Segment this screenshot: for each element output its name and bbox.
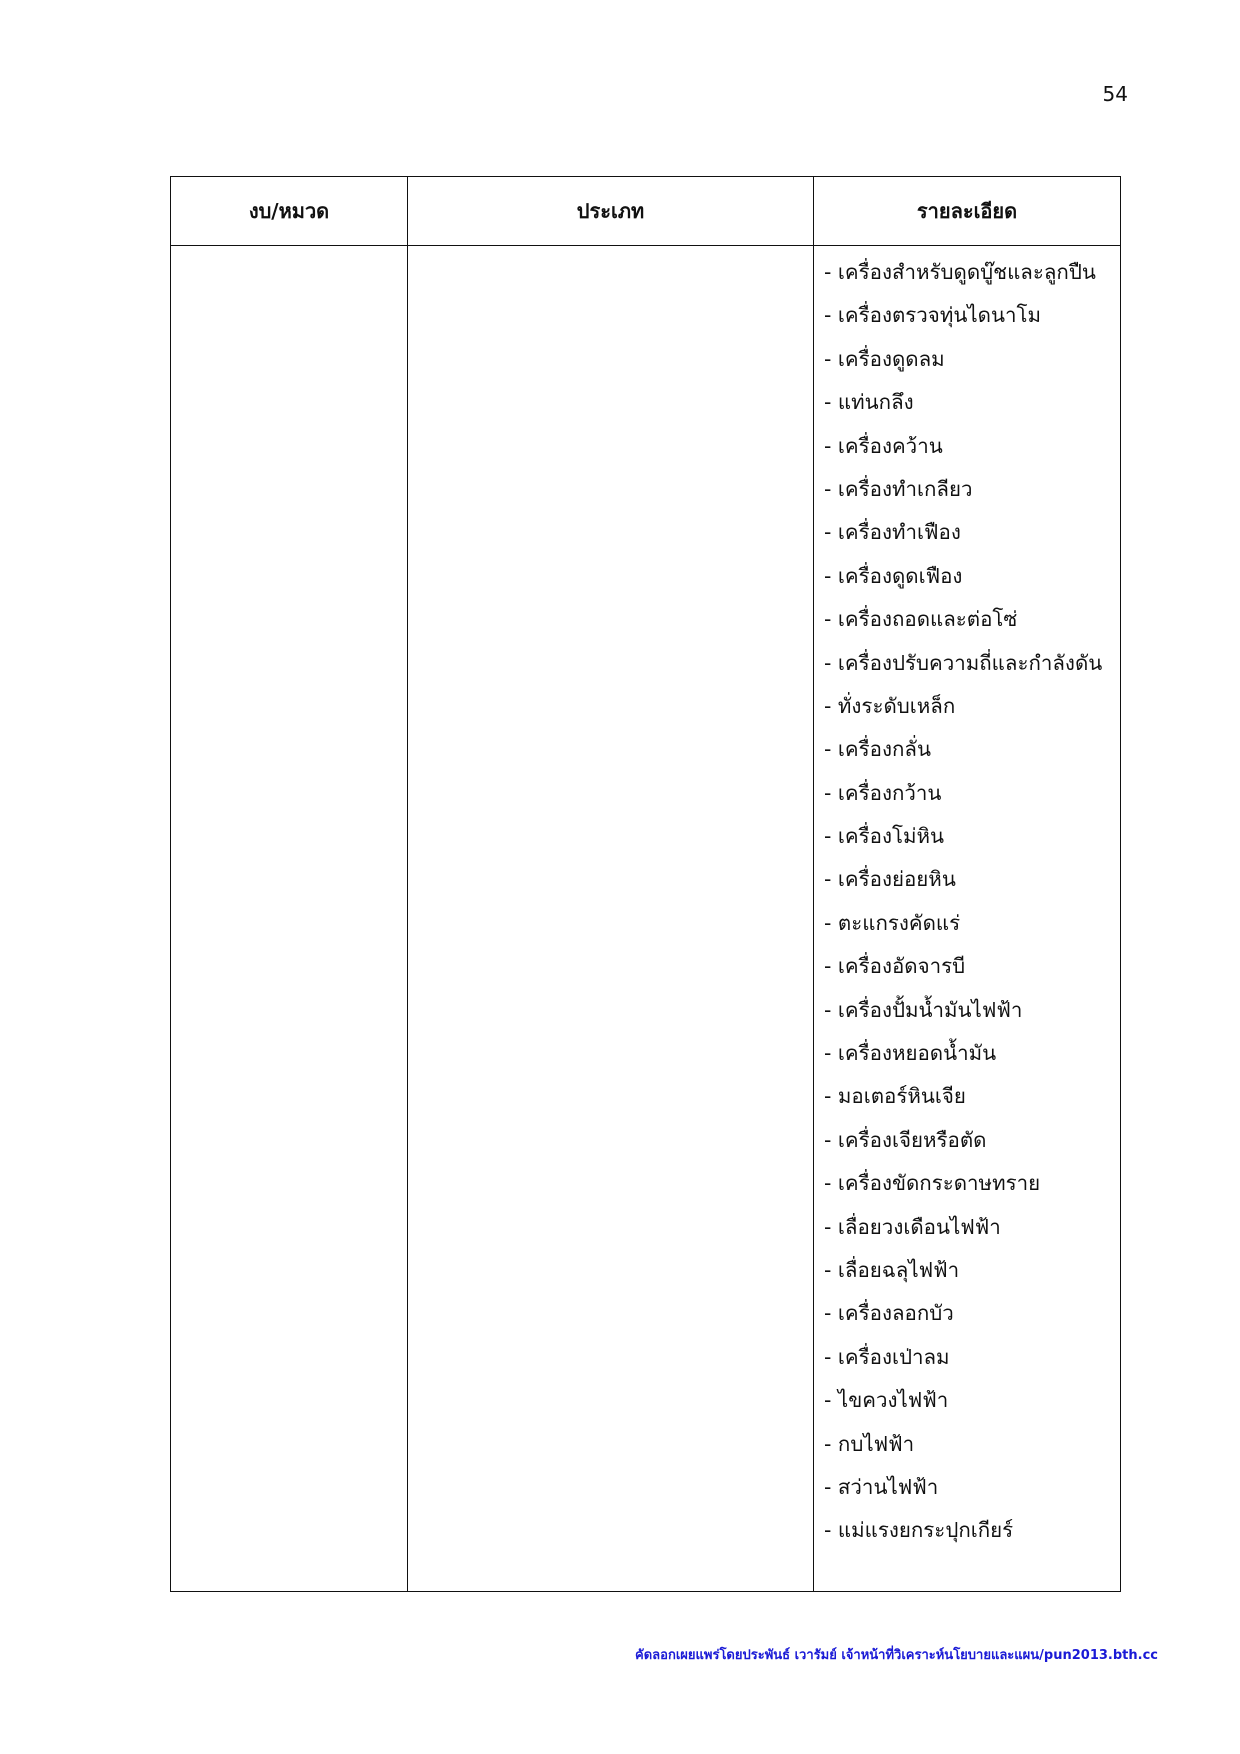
list-item: - เครื่องหยอดน้ำมัน — [824, 1041, 997, 1066]
list-item: - เครื่องกว้าน — [824, 780, 942, 805]
header-category: งบ/หมวด — [171, 177, 408, 246]
list-item: - ทั่งระดับเหล็ก — [824, 693, 956, 718]
list-item: - เครื่องทำเฟือง — [824, 520, 961, 545]
category-cell — [171, 246, 408, 1592]
list-item: - กบไฟฟ้า — [824, 1431, 915, 1456]
list-item: - เครื่องโม่หิน — [824, 824, 945, 849]
detail-cell — [814, 246, 1121, 1592]
table-header-row — [171, 177, 1121, 246]
list-item: - เครื่องตรวจทุ่นไดนาโม — [824, 303, 1042, 328]
detail-list — [814, 246, 1120, 1553]
list-item: - เครื่องคว้าน — [824, 433, 943, 458]
budget-table — [170, 176, 1121, 1592]
list-item: - เครื่องปรับความถี่และกำลังดัน — [824, 650, 1103, 675]
list-item: - แม่แรงยกระปุกเกียร์ — [824, 1518, 1014, 1543]
footer-credit: คัดลอกเผยแพร่โดยประพันธ์ เวารัมย์ เจ้าหน้าที่วิเคราะห์นโยบายและแผน/pun2013.bth.cc — [635, 1648, 1158, 1663]
list-item: - เครื่องลอกบัว — [824, 1301, 954, 1326]
list-item: - เครื่องดูดลม — [824, 346, 945, 371]
list-item: - เครื่องขัดกระดาษทราย — [824, 1171, 1041, 1196]
list-item: - เครื่องถอดและต่อโซ่ — [824, 607, 1018, 632]
list-item: - เครื่องสำหรับดูดบู๊ชและลูกปืน — [824, 260, 1096, 284]
header-detail: รายละเอียด — [814, 177, 1121, 246]
list-item: - เครื่องย่อยหิน — [824, 867, 956, 892]
page-number: 54 — [1102, 82, 1128, 106]
type-cell — [408, 246, 814, 1592]
list-item: - สว่านไฟฟ้า — [824, 1474, 939, 1499]
list-item: - เครื่องอัดจารบี — [824, 954, 966, 979]
list-item: - ไขควงไฟฟ้า — [824, 1388, 949, 1413]
header-type: ประเภท — [408, 177, 814, 246]
list-item: - แท่นกลึง — [824, 390, 914, 415]
list-item: - เลื่อยวงเดือนไฟฟ้า — [824, 1214, 1001, 1239]
list-item: - มอเตอร์หินเจีย — [824, 1084, 966, 1109]
list-item: - เครื่องปั้มน้ำมันไฟฟ้า — [824, 997, 1023, 1022]
list-item: - เครื่องทำเกลียว — [824, 476, 973, 501]
list-item: - เครื่องกลั่น — [824, 737, 931, 762]
list-item: - เลื่อยฉลุไฟฟ้า — [824, 1257, 960, 1282]
list-item: - เครื่องดูดเฟือง — [824, 563, 963, 588]
list-item: - เครื่องเจียหรือตัด — [824, 1127, 987, 1152]
list-item: - ตะแกรงคัดแร่ — [824, 910, 961, 935]
table-row — [171, 246, 1121, 1592]
list-item: - เครื่องเป่าลม — [824, 1344, 950, 1369]
